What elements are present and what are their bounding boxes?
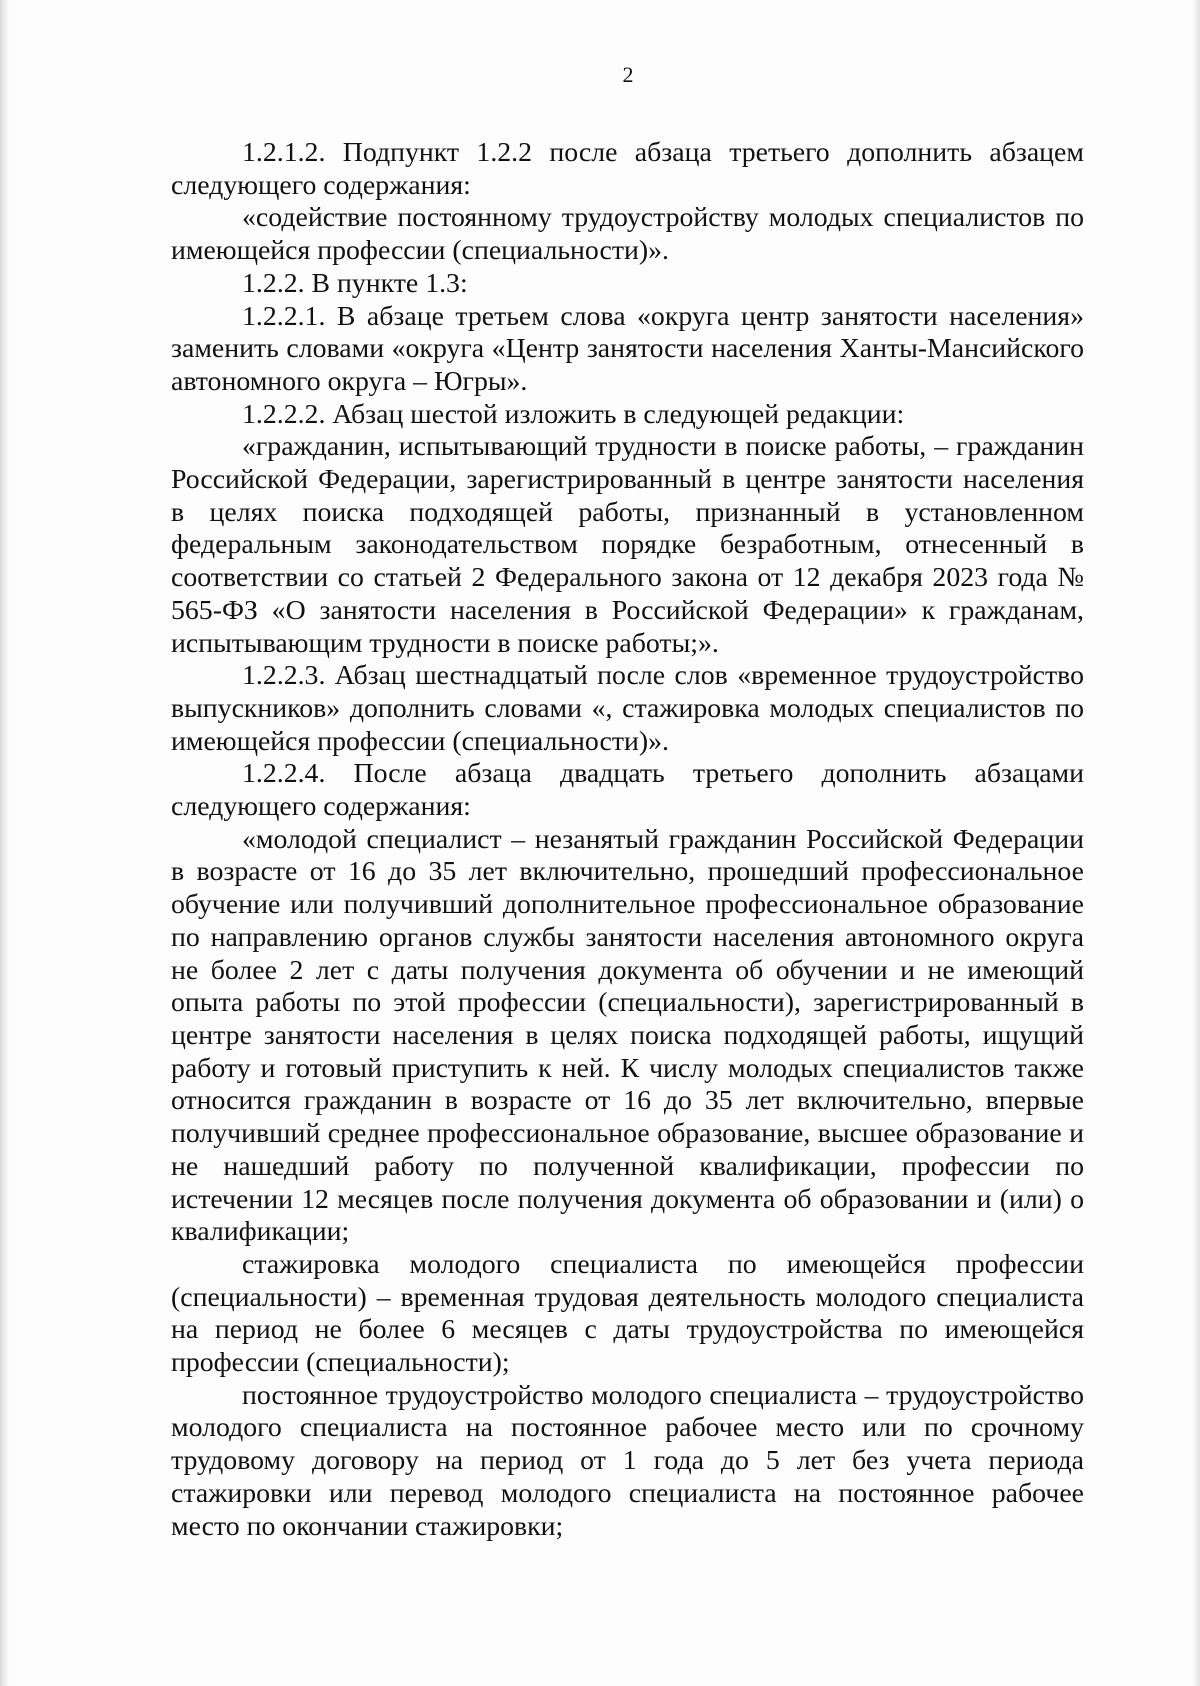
- paragraph: 1.2.1.2. Подпункт 1.2.2 после абзаца третьего дополнить абзацем следующего содержания:: [171, 137, 1084, 201]
- document-body: [171, 137, 1084, 1543]
- paragraph: 1.2.2.1. В абзаце третьем слова «округа центр занятости населения» заменить словами «округа «Центр занятости населения Ханты-Мансийского автономного округа – Югры».: [171, 300, 1084, 397]
- paragraph: «молодой специалист – незанятый гражданин Российской Федерации в возрасте от 16 до 35 лет включительно, прошедший профессиональное обучение или получивший дополнительное профессиональное образование по направлению органов службы занятости населения автономного округа не более 2 лет с даты получения документа об обучении и не имеющий опыта работы по этой профессии (специальности), зарегистрированный в центре занятости населения в целях поиска подходящей работы, ищущий работу и готовый приступить к ней. К числу молодых специалистов также относится гражданин в возрасте от 16 до 35 лет включительно, впервые получивший среднее профессиональное образование, высшее образование и не нашедший работу по полученной квалификации, профессии по истечении 12 месяцев после получения документа об образовании и (или) о квалификации;: [171, 823, 1084, 1248]
- scan-edge-right: [1192, 0, 1200, 1686]
- paragraph: 1.2.2.4. После абзаца двадцать третьего дополнить абзацами следующего содержания:: [171, 758, 1084, 823]
- paragraph: «гражданин, испытывающий трудности в поиске работы, – гражданин Российской Федерации, зарегистрированный в центре занятости населения в целях поиска подходящей работы, признанный в установленном федеральным законодательством порядке безработным, отнесенный в соответствии со статьей 2 Федерального закона от 12 декабря 2023 года № 565-ФЗ «О занятости населения в Российской Федерации» к гражданам, испытывающим трудности в поиске работы;».: [171, 431, 1084, 659]
- paragraph: стажировка молодого специалиста по имеющейся профессии (специальности) – временная трудовая деятельность молодого специалиста на период не более 6 месяцев с даты трудоустройства по имеющейся профессии (специальности);: [171, 1248, 1084, 1379]
- paragraph: 1.2.2.3. Абзац шестнадцатый после слов «временное трудоустройство выпускников» дополнить словами «, стажировка молодых специалистов по имеющейся профессии (специальности)».: [171, 660, 1084, 757]
- paragraph: 1.2.2. В пункте 1.3:: [242, 267, 468, 299]
- paragraph: «содействие постоянному трудоустройству молодых специалистов по имеющейся профессии (специальности)».: [171, 202, 1084, 267]
- paragraph: 1.2.2.2. Абзац шестой изложить в следующей редакции:: [242, 398, 905, 430]
- paragraph: постоянное трудоустройство молодого специалиста – трудоустройство молодого специалиста на постоянное рабочее место или по срочному трудовому договору на период от 1 года до 5 лет без учета периода стажировки или перевод молодого специалиста на постоянное рабочее место по окончании стажировки;: [171, 1379, 1084, 1542]
- page-number: 2: [622, 62, 634, 87]
- scan-edge-left: [0, 0, 10, 1686]
